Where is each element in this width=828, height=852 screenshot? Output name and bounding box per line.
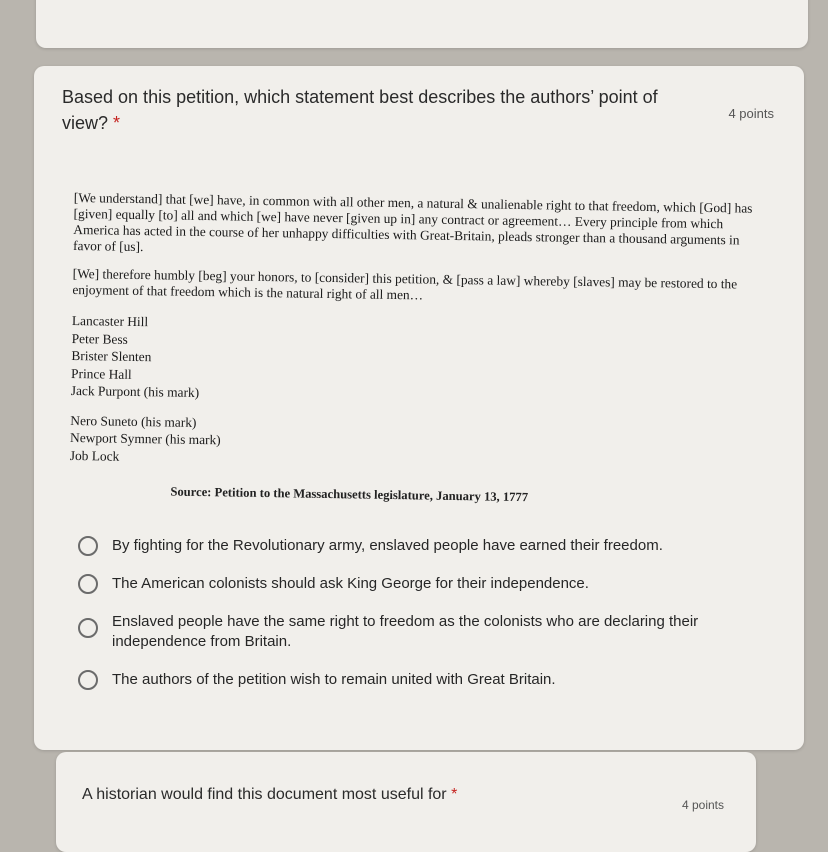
radio-button-icon[interactable] bbox=[78, 536, 98, 556]
next-question-title bbox=[82, 786, 457, 804]
signer: Lancaster Hill bbox=[71, 312, 149, 330]
petition-source: Source: Petition to the Massachusetts legislature, January 13, 1777 bbox=[170, 484, 529, 505]
answer-options bbox=[74, 536, 754, 708]
signer: Peter Bess bbox=[71, 330, 128, 347]
previous-question-card bbox=[36, 0, 808, 48]
option-label: Enslaved people have the same right to freedom as the colonists who are declaring their independence from Britain. bbox=[112, 613, 699, 650]
petition-image bbox=[69, 190, 764, 509]
answer-option-3[interactable] bbox=[74, 612, 754, 652]
signer: Jack Purpont (his mark) bbox=[70, 382, 200, 400]
next-question-card bbox=[56, 752, 756, 852]
signer: Newport Symner (his mark) bbox=[69, 429, 221, 448]
question-text: Based on this petition, which statement best describes the authors’ point of view? bbox=[62, 87, 658, 133]
option-label: By fighting for the Revolutionary army, enslaved people have earned their freedom. bbox=[112, 537, 663, 554]
answer-option-4[interactable] bbox=[74, 670, 754, 690]
next-question-text: A historian would find this document most useful for bbox=[82, 786, 447, 803]
option-label: The American colonists should ask King George for their independence. bbox=[112, 575, 589, 592]
radio-button-icon[interactable] bbox=[78, 670, 98, 690]
radio-button-icon[interactable] bbox=[78, 618, 98, 638]
signers-list bbox=[70, 312, 762, 475]
radio-button-icon[interactable] bbox=[78, 574, 98, 594]
signer: Nero Suneto (his mark) bbox=[70, 412, 197, 430]
answer-option-2[interactable] bbox=[74, 574, 754, 594]
answer-option-1[interactable] bbox=[74, 536, 754, 556]
next-question-points: 4 points bbox=[681, 798, 724, 812]
required-asterisk: * bbox=[451, 786, 458, 803]
signer: Prince Hall bbox=[71, 365, 132, 382]
signer: Brister Slenten bbox=[71, 347, 152, 365]
petition-paragraph-1: [We understand] that [we] have, in common with all other men, a natural & unalienable right to that freedom, which [God] has [given] equally [to] all and which [we] have never [given up in] any contract or agreement… Every principle from which America has acted in the course of her unhappy difficulties with Great-Britain, pleads stronger than a thousand arguments in favor of [us]. bbox=[73, 190, 753, 255]
required-asterisk: * bbox=[113, 113, 121, 133]
signer: Job Lock bbox=[69, 447, 120, 464]
question-title bbox=[62, 84, 682, 136]
question-card bbox=[34, 66, 804, 750]
option-label: The authors of the petition wish to remain united with Great Britain. bbox=[112, 671, 556, 688]
petition-paragraph-2: [We] therefore humbly [beg] your honors, to [consider] this petition, & [pass a law] whereby [slaves] may be restored to the enjoyment of that freedom which is the natural right of all men… bbox=[72, 265, 738, 303]
question-points: 4 points bbox=[728, 106, 774, 121]
